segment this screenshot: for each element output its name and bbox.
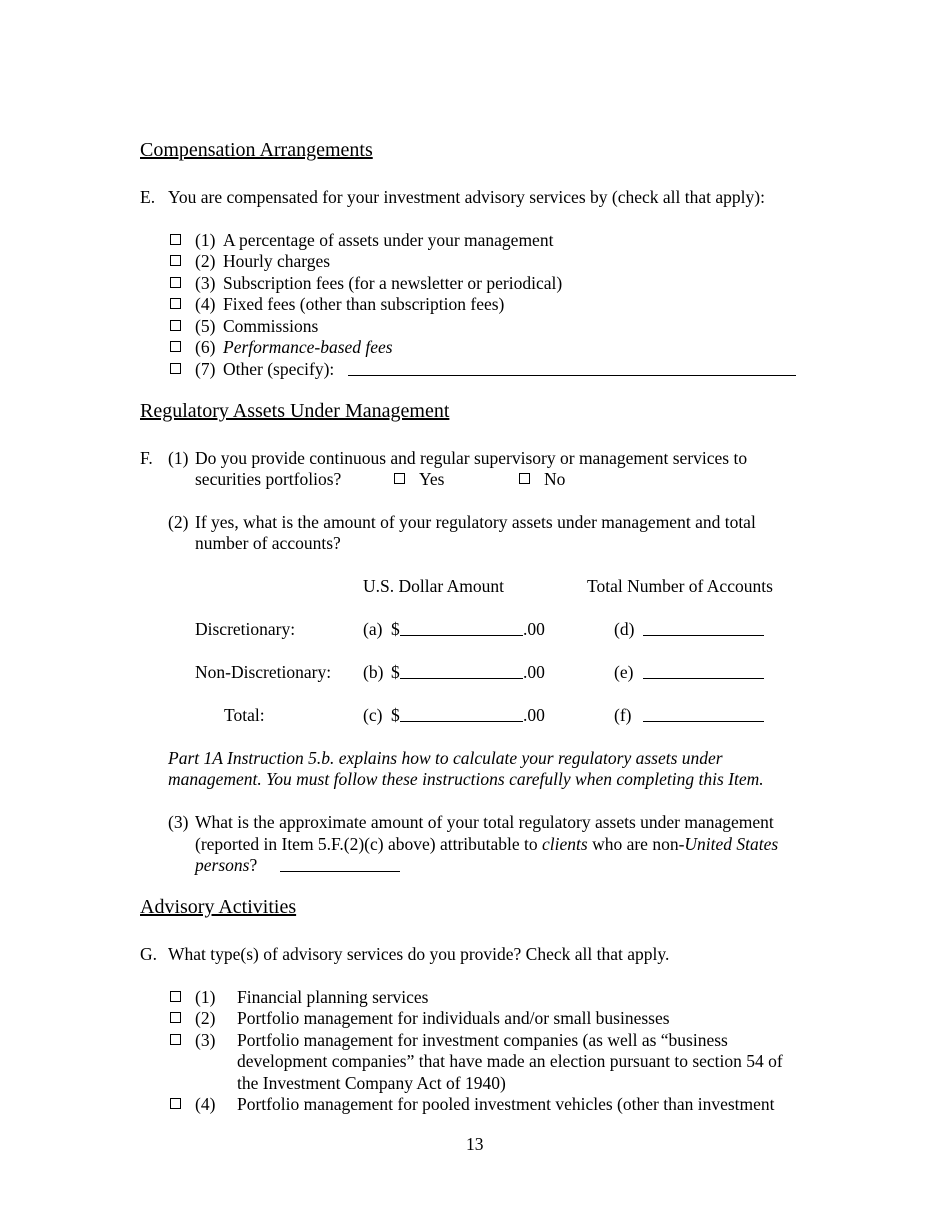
checkbox-e6[interactable] bbox=[170, 341, 181, 352]
option-e1-num: (1) bbox=[195, 230, 216, 250]
row-f-letter: (f) bbox=[614, 705, 632, 725]
question-f3-line2 bbox=[195, 834, 778, 856]
checkbox-e4[interactable] bbox=[170, 298, 181, 309]
yes-label: Yes bbox=[419, 469, 445, 489]
option-g3-num: (3) bbox=[195, 1030, 216, 1050]
discretionary-accounts-field[interactable] bbox=[643, 619, 764, 636]
q3-persons-term: persons bbox=[195, 855, 250, 875]
option-e3-label: Subscription fees (for a newsletter or periodical) bbox=[223, 273, 563, 293]
checkbox-e2[interactable] bbox=[170, 255, 181, 266]
option-g1-label: Financial planning services bbox=[237, 987, 429, 1007]
q3-united-states-term: United States bbox=[684, 834, 779, 854]
option-e1-label: A percentage of assets under your management bbox=[223, 230, 554, 250]
question-e-letter: E. bbox=[140, 187, 156, 207]
question-e-text: You are compensated for your investment advisory services by (check all that apply): bbox=[168, 187, 765, 207]
total-accounts-field[interactable] bbox=[643, 705, 764, 722]
discretionary-amount-field[interactable] bbox=[400, 619, 523, 636]
column-dollar-amount: U.S. Dollar Amount bbox=[363, 576, 504, 596]
advisory-heading: Advisory Activities bbox=[140, 896, 297, 918]
instruction-line2: management. You must follow these instructions carefully when completing this Item. bbox=[168, 769, 764, 789]
row-discretionary-label: Discretionary: bbox=[195, 619, 296, 639]
non-us-assets-field[interactable] bbox=[280, 855, 400, 872]
row-total-label: Total: bbox=[224, 705, 265, 725]
question-f1-line2: securities portfolios? bbox=[195, 469, 342, 489]
question-f2-num: (2) bbox=[168, 512, 189, 532]
checkbox-e5[interactable] bbox=[170, 320, 181, 331]
question-f3-num: (3) bbox=[168, 812, 189, 832]
question-g-text: What type(s) of advisory services do you provide? Check all that apply. bbox=[168, 944, 670, 964]
column-total-accounts: Total Number of Accounts bbox=[587, 576, 773, 596]
option-e4-num: (4) bbox=[195, 294, 216, 314]
checkbox-g4[interactable] bbox=[170, 1098, 181, 1109]
q3-clients-term: clients bbox=[542, 834, 588, 854]
q3-pre-text: (reported in Item 5.F.(2)(c) above) attributable to bbox=[195, 834, 543, 854]
question-f-letter: F. bbox=[140, 448, 153, 468]
option-g2-num: (2) bbox=[195, 1008, 216, 1028]
option-e7-label: Other (specify): bbox=[223, 359, 335, 379]
option-e6-num: (6) bbox=[195, 337, 216, 357]
option-g1-num: (1) bbox=[195, 987, 216, 1007]
option-g3-label-line3: the Investment Company Act of 1940) bbox=[237, 1073, 506, 1093]
row-b-letter: (b) bbox=[363, 662, 384, 682]
option-e7-num: (7) bbox=[195, 359, 216, 379]
option-e5-label: Commissions bbox=[223, 316, 319, 336]
raum-heading: Regulatory Assets Under Management bbox=[140, 400, 450, 422]
row-b-dollar: $ bbox=[391, 662, 400, 682]
instruction-line1: Part 1A Instruction 5.b. explains how to calculate your regulatory assets under bbox=[168, 748, 723, 768]
checkbox-g2[interactable] bbox=[170, 1012, 181, 1023]
row-a-letter: (a) bbox=[363, 619, 383, 639]
question-f2-line2: number of accounts? bbox=[195, 533, 341, 553]
checkbox-e7[interactable] bbox=[170, 363, 181, 374]
checkbox-g1[interactable] bbox=[170, 991, 181, 1002]
row-c-suffix: .00 bbox=[523, 705, 545, 725]
question-f3-line1: What is the approximate amount of your total regulatory assets under management bbox=[195, 812, 774, 832]
checkbox-yes[interactable] bbox=[394, 473, 405, 484]
row-b-suffix: .00 bbox=[523, 662, 545, 682]
q3-question-mark: ? bbox=[249, 855, 258, 875]
row-d-letter: (d) bbox=[614, 619, 635, 639]
other-specify-field[interactable] bbox=[348, 359, 796, 376]
option-g4-num: (4) bbox=[195, 1094, 216, 1114]
row-e-letter: (e) bbox=[614, 662, 634, 682]
row-a-suffix: .00 bbox=[523, 619, 545, 639]
row-nondiscretionary-label: Non-Discretionary: bbox=[195, 662, 332, 682]
total-amount-field[interactable] bbox=[400, 705, 523, 722]
row-c-dollar: $ bbox=[391, 705, 400, 725]
option-g4-label: Portfolio management for pooled investment vehicles (other than investment bbox=[237, 1094, 775, 1114]
no-label: No bbox=[544, 469, 566, 489]
option-e2-num: (2) bbox=[195, 251, 216, 271]
checkbox-no[interactable] bbox=[519, 473, 530, 484]
nondiscretionary-accounts-field[interactable] bbox=[643, 662, 764, 679]
option-g3-label-line2: development companies” that have made an election pursuant to section 54 of bbox=[237, 1051, 783, 1071]
checkbox-g3[interactable] bbox=[170, 1034, 181, 1045]
question-f1-line1: Do you provide continuous and regular supervisory or management services to bbox=[195, 448, 748, 468]
nondiscretionary-amount-field[interactable] bbox=[400, 662, 523, 679]
row-a-dollar: $ bbox=[391, 619, 400, 639]
option-e4-label: Fixed fees (other than subscription fees) bbox=[223, 294, 505, 314]
row-c-letter: (c) bbox=[363, 705, 383, 725]
question-f1-num: (1) bbox=[168, 448, 189, 468]
question-g-letter: G. bbox=[140, 944, 158, 964]
question-f2-line1: If yes, what is the amount of your regulatory assets under management and total bbox=[195, 512, 756, 532]
option-e2-label: Hourly charges bbox=[223, 251, 331, 271]
checkbox-e1[interactable] bbox=[170, 234, 181, 245]
page-number: 13 bbox=[466, 1134, 484, 1154]
q3-mid-text: who are non- bbox=[587, 834, 685, 854]
option-g2-label: Portfolio management for individuals and/or small businesses bbox=[237, 1008, 670, 1028]
option-g3-label-line1: Portfolio management for investment companies (as well as “business bbox=[237, 1030, 728, 1050]
checkbox-e3[interactable] bbox=[170, 277, 181, 288]
option-e5-num: (5) bbox=[195, 316, 216, 336]
compensation-heading: Compensation Arrangements bbox=[140, 139, 373, 161]
option-e3-num: (3) bbox=[195, 273, 216, 293]
question-f3-line3 bbox=[195, 855, 257, 877]
option-e6-label: Performance-based fees bbox=[223, 337, 393, 357]
